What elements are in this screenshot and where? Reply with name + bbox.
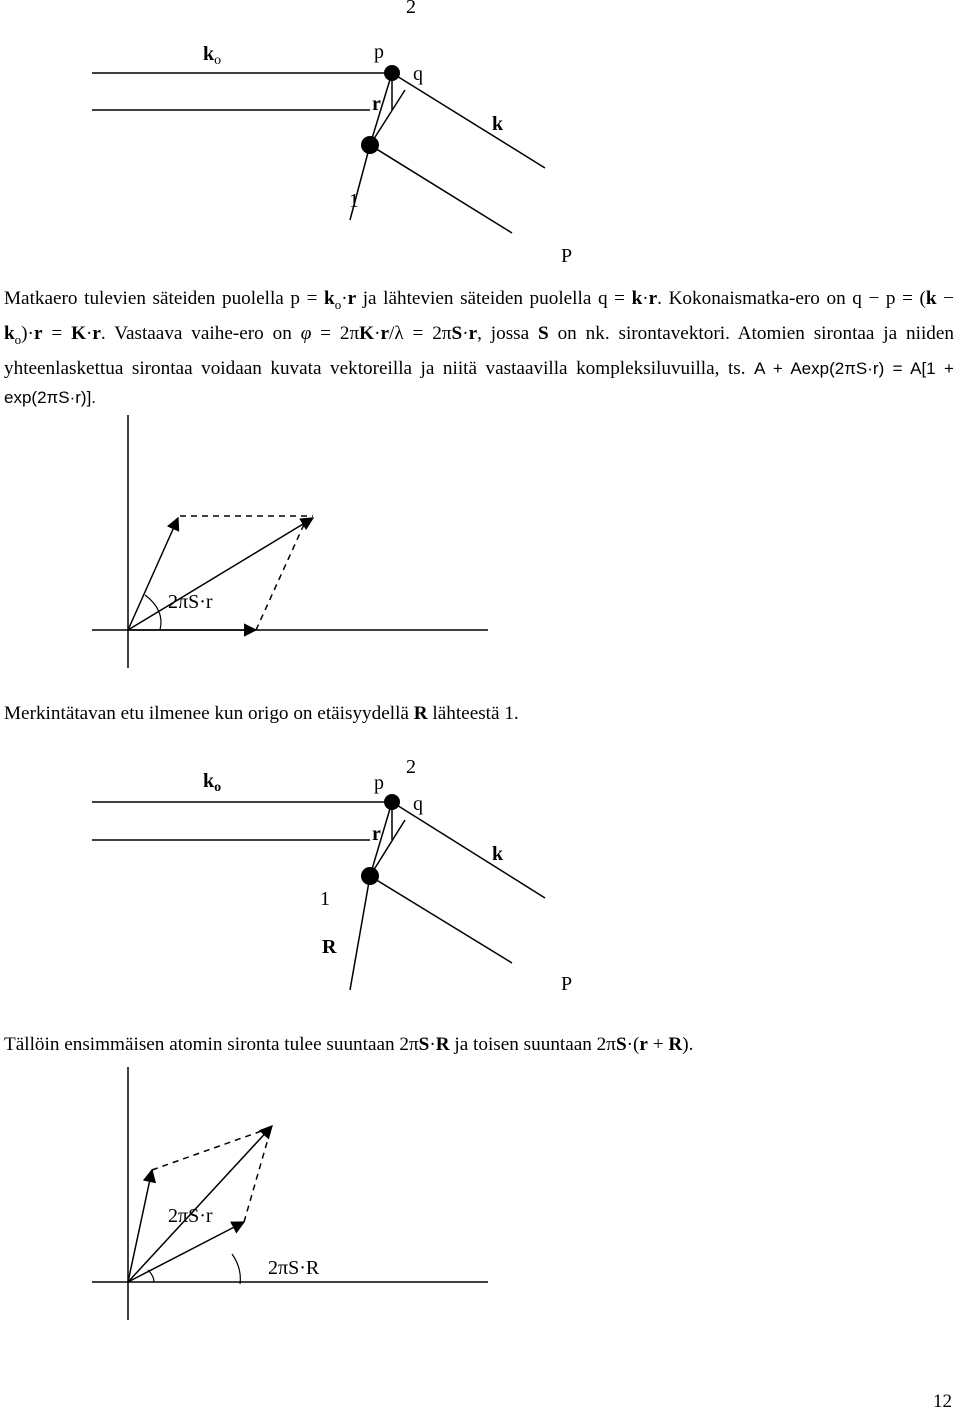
vector-atom-2 [128, 518, 178, 630]
label-1: 1 [320, 888, 330, 910]
label-P: P [561, 973, 573, 995]
atom-1 [361, 136, 379, 154]
figure-scattering-geometry-1 [0, 0, 960, 275]
paragraph-3: Tällöin ensimmäisen atomin sironta tulee suuntaan 2πS·R ja toisen suuntaan 2πS·(r + R). [4, 1034, 694, 1055]
scattered-ray-1 [370, 876, 512, 963]
label-phase-angle-R: 2πS·R [268, 1257, 320, 1279]
label-2: 2 [406, 756, 416, 778]
label-p: p [374, 41, 384, 63]
phase-angle-arc [145, 595, 161, 630]
label-q: q [413, 63, 423, 85]
label-ko: $k_o$ [203, 43, 222, 68]
label-r: r [372, 93, 381, 115]
figure-vector-sum-2 [0, 1062, 960, 1322]
resultant-vector [128, 518, 313, 630]
dashed-top [152, 1128, 270, 1170]
position-vector-R [350, 876, 370, 990]
scattered-ray-1 [370, 145, 512, 233]
scattered-ray-2 [392, 73, 545, 168]
label-k: k [492, 113, 504, 135]
label-r: r [372, 823, 381, 845]
resultant-vector [128, 1126, 272, 1282]
label-p: p [374, 772, 384, 794]
scattered-ray-2 [392, 802, 545, 898]
figure-vector-sum-1 [0, 410, 960, 670]
atom-2 [384, 65, 400, 81]
label-phase-angle: 2πS·r [168, 591, 213, 613]
label-2: 2 [406, 0, 416, 18]
atom-2 [384, 794, 400, 810]
label-q: q [413, 793, 423, 815]
label-1: 1 [349, 190, 359, 212]
label-phase-angle-r: 2πS·r [168, 1205, 213, 1227]
vector-atom-2 [128, 1170, 152, 1282]
vector-atom-1 [128, 1222, 244, 1282]
label-R: R [322, 936, 337, 958]
label-k: k [492, 843, 504, 865]
dashed-side [244, 1132, 270, 1222]
atom-1 [361, 867, 379, 885]
page-number: 12 [933, 1391, 952, 1412]
phase-angle-arc-R [148, 1270, 154, 1282]
label-ko: $k_o$ [203, 770, 222, 795]
figure-scattering-geometry-2 [0, 748, 960, 998]
paragraph-2: Merkintätavan etu ilmenee kun origo on etäisyydellä R lähteestä 1. [4, 703, 519, 724]
paragraph-1: Matkaero tulevien säteiden puolella $p = k_o\cdot r$ ja lähtevien säteiden puolella q = k·r. Kokonaismatka-ero on $q - p = (k - k_o)\cdot r = K\cdot r$. Vastaava vaihe-ero on φ = 2πK·r/λ = 2πS·r, jossa S on nk. sirontavektori. Atomien sirontaa ja niiden yhteenlaskettua sirontaa voidaan kuvata vektoreilla ja niitä vastaavilla kompleksiluvuilla, ts. A + Aexp(2πS·r) = A[1 + exp(2πS·r)]. [4, 288, 954, 407]
label-P: P [561, 245, 573, 267]
phase-angle-arc-r [232, 1254, 240, 1284]
